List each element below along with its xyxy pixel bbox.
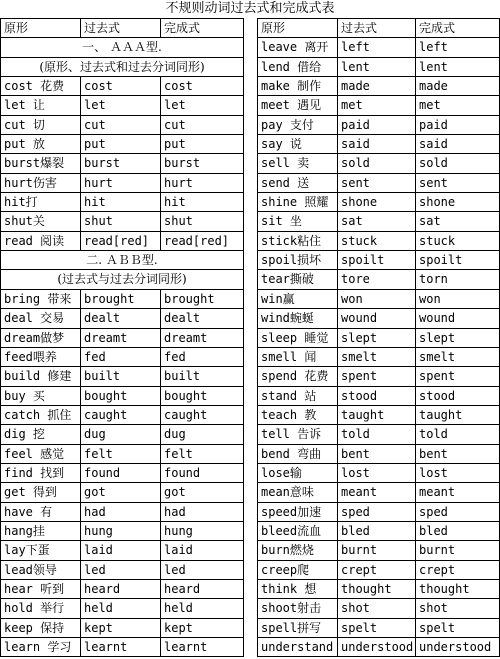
table-row [258,270,500,289]
table-row [258,116,500,135]
base-form-cell: smell 闻 [258,348,338,367]
past-participle-cell: won [416,290,500,309]
table-row [258,445,500,464]
base-form-cell: let 让 [1,96,81,115]
past-tense-cell: dealt [81,309,161,328]
left-verb-table [0,18,244,657]
table-row [258,58,500,77]
table-row [258,522,500,541]
table-row [258,541,500,560]
base-form-cell: tell 告诉 [258,425,338,444]
past-participle-cell: built [161,367,244,386]
past-tense-cell: sent [338,174,416,193]
base-form-cell: hold 举行 [1,599,81,618]
column-header: 原形 [1,19,81,38]
past-tense-cell: felt [81,445,161,464]
table-row [258,387,500,406]
past-tense-cell: hurt [81,174,161,193]
past-tense-cell: stuck [338,232,416,251]
base-form-cell: have 有 [1,503,81,522]
column-header: 过去式 [81,19,161,38]
base-form-cell: bend 弯曲 [258,445,338,464]
table-row [1,561,244,580]
past-tense-cell: read[red] [81,232,161,251]
past-participle-cell: bought [161,387,244,406]
past-participle-cell: sped [416,503,500,522]
past-tense-cell: had [81,503,161,522]
past-tense-cell: bled [338,522,416,541]
right-verb-table [257,18,500,657]
past-tense-cell: bought [81,387,161,406]
base-form-cell: pay 支付 [258,116,338,135]
base-form-cell: lose输 [258,464,338,483]
base-form-cell: get 得到 [1,483,81,502]
past-participle-cell: learnt [161,638,244,657]
base-form-cell: cut 切 [1,116,81,135]
past-participle-cell: read[red] [161,232,244,251]
base-form-cell: sleep 睡觉 [258,329,338,348]
section-heading: 一、 ＡＡＡ型. [1,38,244,57]
past-tense-cell: shot [338,599,416,618]
table-row [258,251,500,270]
table-row [1,425,244,444]
past-tense-cell: told [338,425,416,444]
base-form-cell: put 放 [1,135,81,154]
past-tense-cell: shut [81,212,161,231]
table-row [258,174,500,193]
table-row [1,135,244,154]
past-participle-cell: shut [161,212,244,231]
table-row [1,638,244,657]
base-form-cell: lend 借给 [258,58,338,77]
base-form-cell: make 制作 [258,77,338,96]
section-row [1,58,244,77]
past-tense-cell: sat [338,212,416,231]
past-participle-cell: taught [416,406,500,425]
past-tense-cell: lost [338,464,416,483]
past-participle-cell: left [416,38,500,57]
past-participle-cell: stuck [416,232,500,251]
table-row [1,174,244,193]
past-participle-cell: told [416,425,500,444]
base-form-cell: bleed流血 [258,522,338,541]
base-form-cell: find 找到 [1,464,81,483]
table-row [258,232,500,251]
base-form-cell: hurt伤害 [1,174,81,193]
past-participle-cell: dealt [161,309,244,328]
past-tense-cell: dreamt [81,329,161,348]
past-tense-cell: learnt [81,638,161,657]
section-heading: (原形、过去式和过去分词同形) [1,58,244,77]
past-tense-cell: cut [81,116,161,135]
table-row [1,580,244,599]
past-tense-cell: slept [338,329,416,348]
base-form-cell: read 阅读 [1,232,81,251]
past-participle-cell: bled [416,522,500,541]
past-participle-cell: hung [161,522,244,541]
header-row [258,19,500,38]
table-row [1,77,244,96]
base-form-cell: mean意味 [258,483,338,502]
past-tense-cell: bent [338,445,416,464]
past-participle-cell: shot [416,599,500,618]
table-row [258,96,500,115]
past-participle-cell: dug [161,425,244,444]
base-form-cell: hang挂 [1,522,81,541]
table-row [258,135,500,154]
base-form-cell: wind蜿蜒 [258,309,338,328]
past-tense-cell: wound [338,309,416,328]
base-form-cell: hit打 [1,193,81,212]
past-participle-cell: let [161,96,244,115]
base-form-cell: sit 坐 [258,212,338,231]
past-participle-cell: lent [416,58,500,77]
past-participle-cell: heard [161,580,244,599]
page-title: 不规则动词过去式和完成式表 [165,1,335,16]
base-form-cell: think 想 [258,580,338,599]
past-participle-cell: spoilt [416,251,500,270]
past-tense-cell: met [338,96,416,115]
table-row [258,561,500,580]
past-tense-cell: cost [81,77,161,96]
table-row [258,619,500,638]
table-row [258,348,500,367]
base-form-cell: dig 挖 [1,425,81,444]
past-tense-cell: brought [81,290,161,309]
base-form-cell: lay下蛋 [1,541,81,560]
past-tense-cell: laid [81,541,161,560]
base-form-cell: learn 学习 [1,638,81,657]
base-form-cell: leave 离开 [258,38,338,57]
past-participle-cell: sold [416,154,500,173]
past-participle-cell: brought [161,290,244,309]
past-tense-cell: meant [338,483,416,502]
table-row [1,541,244,560]
past-tense-cell: hit [81,193,161,212]
base-form-cell: win赢 [258,290,338,309]
table-row [1,483,244,502]
past-tense-cell: paid [338,116,416,135]
table-row [258,38,500,57]
table-row [1,232,244,251]
past-participle-cell: wound [416,309,500,328]
table-row [1,329,244,348]
table-row [1,212,244,231]
column-header: 完成式 [416,19,500,38]
past-participle-cell: burnt [416,541,500,560]
base-form-cell: dream做梦 [1,329,81,348]
past-tense-cell: tore [338,270,416,289]
past-tense-cell: built [81,367,161,386]
table-row [258,503,500,522]
table-row [258,483,500,502]
past-participle-cell: spelt [416,619,500,638]
base-form-cell: spend 花费 [258,367,338,386]
past-participle-cell: fed [161,348,244,367]
base-form-cell: burn燃烧 [258,541,338,560]
column-header: 原形 [258,19,338,38]
past-participle-cell: kept [161,619,244,638]
past-participle-cell: understood [416,638,500,657]
base-form-cell: shut关 [1,212,81,231]
past-participle-cell: lost [416,464,500,483]
table-row [258,154,500,173]
base-form-cell: cost 花费 [1,77,81,96]
past-participle-cell: cost [161,77,244,96]
table-row [1,193,244,212]
table-row [1,116,244,135]
past-participle-cell: sent [416,174,500,193]
past-tense-cell: spent [338,367,416,386]
past-participle-cell: bent [416,445,500,464]
base-form-cell: meet 遇见 [258,96,338,115]
past-participle-cell: slept [416,329,500,348]
past-participle-cell: laid [161,541,244,560]
table-row [1,348,244,367]
past-tense-cell: stood [338,387,416,406]
past-participle-cell: had [161,503,244,522]
table-row [258,212,500,231]
past-tense-cell: got [81,483,161,502]
past-tense-cell: taught [338,406,416,425]
table-row [1,290,244,309]
base-form-cell: teach 教 [258,406,338,425]
base-form-cell: burst爆裂 [1,154,81,173]
table-row [258,367,500,386]
table-row [258,599,500,618]
past-participle-cell: cut [161,116,244,135]
past-tense-cell: spoilt [338,251,416,270]
past-participle-cell: got [161,483,244,502]
past-participle-cell: burst [161,154,244,173]
past-tense-cell: understood [338,638,416,657]
past-participle-cell: smelt [416,348,500,367]
base-form-cell: deal 交易 [1,309,81,328]
base-form-cell: catch 抓住 [1,406,81,425]
past-participle-cell: felt [161,445,244,464]
base-form-cell: understand [258,638,338,657]
base-form-cell: keep 保持 [1,619,81,638]
table-row [258,290,500,309]
past-participle-cell: shone [416,193,500,212]
column-header: 完成式 [161,19,244,38]
base-form-cell: bring 带来 [1,290,81,309]
past-participle-cell: sat [416,212,500,231]
base-form-cell: sell 卖 [258,154,338,173]
table-row [1,599,244,618]
table-row [1,309,244,328]
past-tense-cell: heard [81,580,161,599]
base-form-cell: say 说 [258,135,338,154]
table-row [1,406,244,425]
base-form-cell: shine 照耀 [258,193,338,212]
section-row [1,270,244,289]
past-participle-cell: crept [416,561,500,580]
past-participle-cell: stood [416,387,500,406]
table-row [1,96,244,115]
past-participle-cell: meant [416,483,500,502]
past-participle-cell: caught [161,406,244,425]
base-form-cell: build 修建 [1,367,81,386]
past-tense-cell: sold [338,154,416,173]
past-tense-cell: led [81,561,161,580]
past-participle-cell: dreamt [161,329,244,348]
past-participle-cell: put [161,135,244,154]
base-form-cell: lead领导 [1,561,81,580]
past-tense-cell: held [81,599,161,618]
past-tense-cell: shone [338,193,416,212]
base-form-cell: buy 买 [1,387,81,406]
past-participle-cell: met [416,96,500,115]
column-header: 过去式 [338,19,416,38]
past-participle-cell: hit [161,193,244,212]
past-tense-cell: lent [338,58,416,77]
table-row [1,154,244,173]
table-row [1,445,244,464]
table-row [1,522,244,541]
past-tense-cell: fed [81,348,161,367]
table-row [258,425,500,444]
table-row [1,619,244,638]
base-form-cell: stick粘住 [258,232,338,251]
past-tense-cell: let [81,96,161,115]
past-tense-cell: smelt [338,348,416,367]
base-form-cell: feed喂养 [1,348,81,367]
table-row [258,309,500,328]
past-tense-cell: sped [338,503,416,522]
base-form-cell: shoot射击 [258,599,338,618]
past-tense-cell: thought [338,580,416,599]
section-row [1,251,244,270]
past-tense-cell: kept [81,619,161,638]
base-form-cell: tear撕破 [258,270,338,289]
table-row [1,367,244,386]
past-tense-cell: spelt [338,619,416,638]
table-row [258,193,500,212]
table-row [1,464,244,483]
past-tense-cell: put [81,135,161,154]
past-participle-cell: made [416,77,500,96]
table-row [1,387,244,406]
past-participle-cell: hurt [161,174,244,193]
past-tense-cell: won [338,290,416,309]
past-participle-cell: said [416,135,500,154]
base-form-cell: stand 站 [258,387,338,406]
past-tense-cell: burst [81,154,161,173]
base-form-cell: speed加速 [258,503,338,522]
section-heading: 二. ＡＢＢ型. [1,251,244,270]
table-row [258,406,500,425]
header-row [1,19,244,38]
table-row [258,580,500,599]
past-participle-cell: paid [416,116,500,135]
past-participle-cell: thought [416,580,500,599]
table-row [1,503,244,522]
past-tense-cell: hung [81,522,161,541]
table-row [258,638,500,657]
past-tense-cell: dug [81,425,161,444]
past-tense-cell: found [81,464,161,483]
section-row [1,38,244,57]
base-form-cell: spoil损坏 [258,251,338,270]
past-participle-cell: held [161,599,244,618]
past-participle-cell: led [161,561,244,580]
base-form-cell: creep爬 [258,561,338,580]
table-row [258,329,500,348]
table-row [258,77,500,96]
past-tense-cell: caught [81,406,161,425]
base-form-cell: send 送 [258,174,338,193]
past-participle-cell: found [161,464,244,483]
section-heading: (过去式与过去分词同形) [1,270,244,289]
past-participle-cell: spent [416,367,500,386]
past-tense-cell: burnt [338,541,416,560]
base-form-cell: spell拼写 [258,619,338,638]
past-tense-cell: crept [338,561,416,580]
past-participle-cell: torn [416,270,500,289]
past-tense-cell: made [338,77,416,96]
table-row [258,464,500,483]
past-tense-cell: said [338,135,416,154]
base-form-cell: hear 听到 [1,580,81,599]
past-tense-cell: left [338,38,416,57]
base-form-cell: feel 感觉 [1,445,81,464]
